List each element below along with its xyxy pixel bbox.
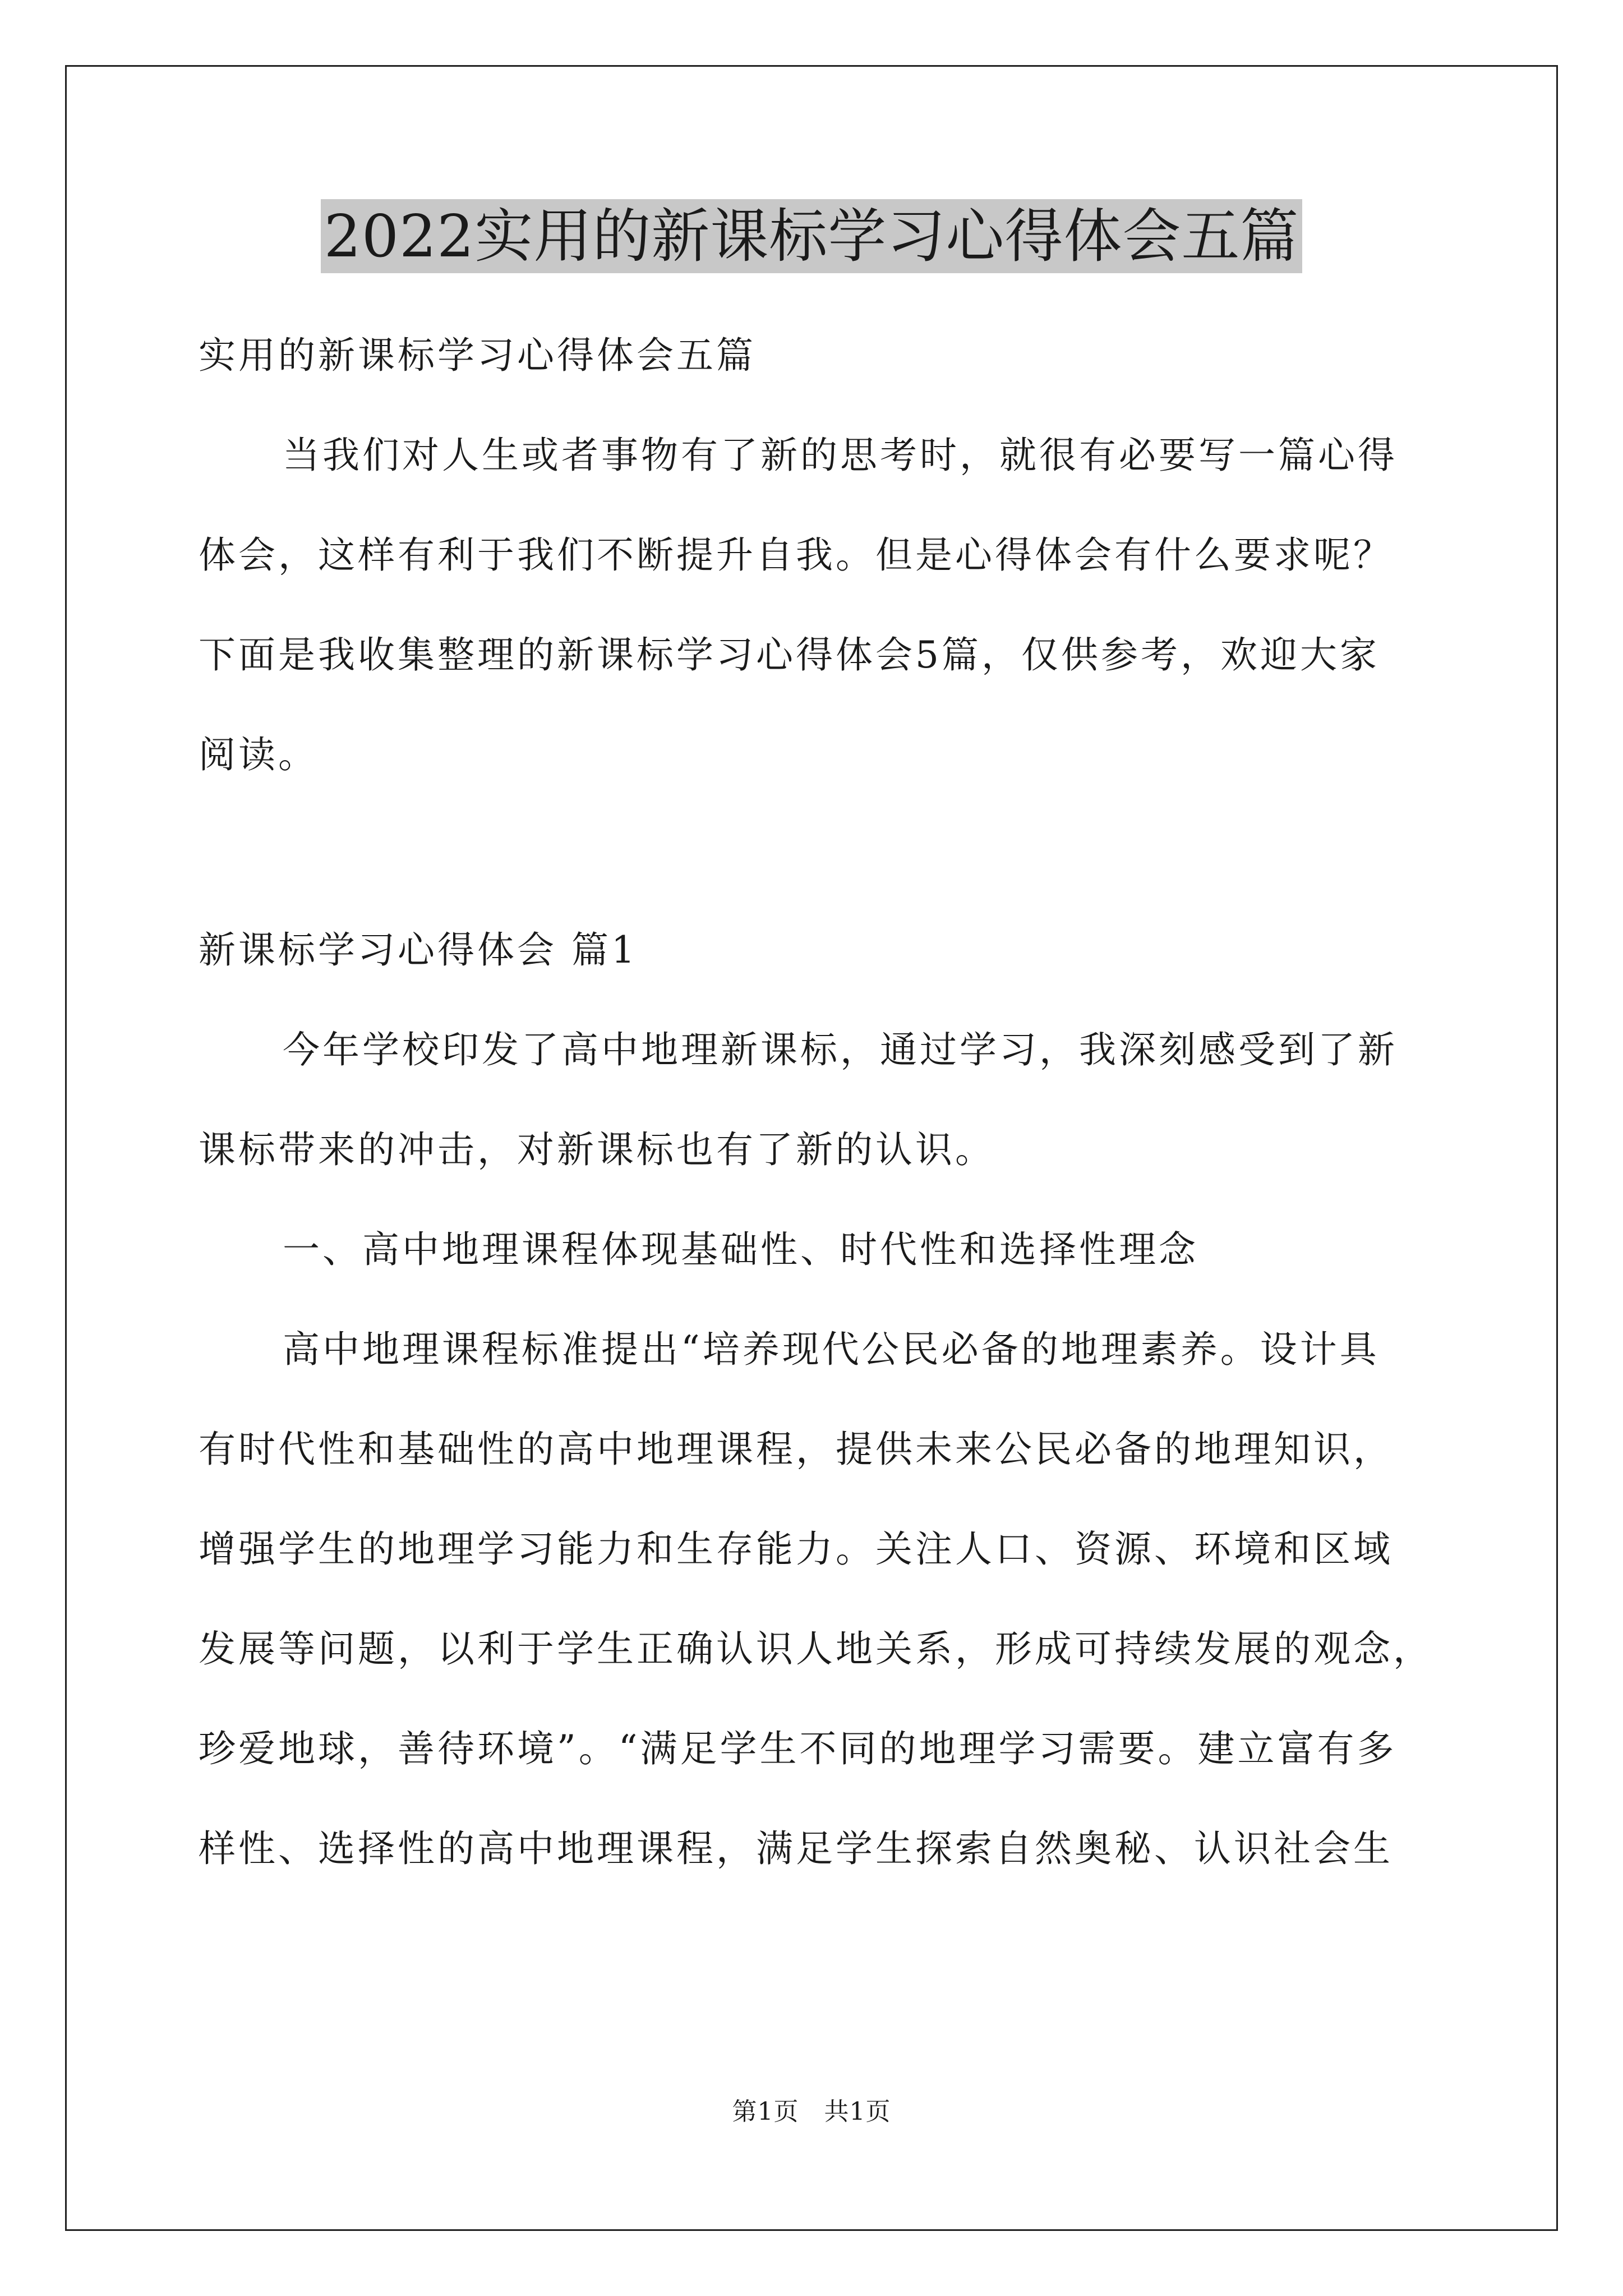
section-subheading: 一、高中地理课程体现基础性、时代性和选择性理念: [283, 1228, 1198, 1271]
intro-line: 下面是我收集整理的新课标学习心得体会5篇，仅供参考，欢迎大家: [199, 633, 1380, 677]
section-line: 珍爱地球，善待环境”。“满足学生不同的地理学习需要。建立富有多: [199, 1727, 1397, 1770]
page-footer: 第1页 共1页: [732, 2097, 891, 2126]
section-heading: 新课标学习心得体会 篇1: [199, 928, 638, 972]
document-body: [199, 306, 1432, 1899]
document-subtitle: 实用的新课标学习心得体会五篇: [199, 334, 756, 377]
section-line: 高中地理课程标准提出“培养现代公民必备的地理素养。设计具: [283, 1328, 1380, 1371]
section-line: 课标带来的冲击，对新课标也有了新的认识。: [199, 1128, 995, 1171]
section-line: 有时代性和基础性的高中地理课程，提供未来公民必备的地理知识，: [199, 1428, 1393, 1471]
title-container: [0, 199, 1623, 273]
intro-line: 体会，这样有利于我们不断提升自我。但是心得体会有什么要求呢？: [199, 533, 1393, 577]
section-line: 增强学生的地理学习能力和生存能力。关注人口、资源、环境和区域: [199, 1527, 1393, 1571]
section-line: 今年学校印发了高中地理新课标，通过学习，我深刻感受到了新: [283, 1028, 1398, 1071]
section-line: 发展等问题，以利于学生正确认识人地关系，形成可持续发展的观念，: [199, 1627, 1433, 1671]
document-title: 2022实用的新课标学习心得体会五篇: [321, 199, 1303, 273]
paragraph-gap: [199, 805, 1432, 900]
intro-line: 阅读。: [199, 733, 318, 776]
intro-line: 当我们对人生或者事物有了新的思考时，就很有必要写一篇心得: [283, 434, 1398, 477]
section-line: 样性、选择性的高中地理课程，满足学生探索自然奥秘、认识社会生: [199, 1827, 1393, 1870]
